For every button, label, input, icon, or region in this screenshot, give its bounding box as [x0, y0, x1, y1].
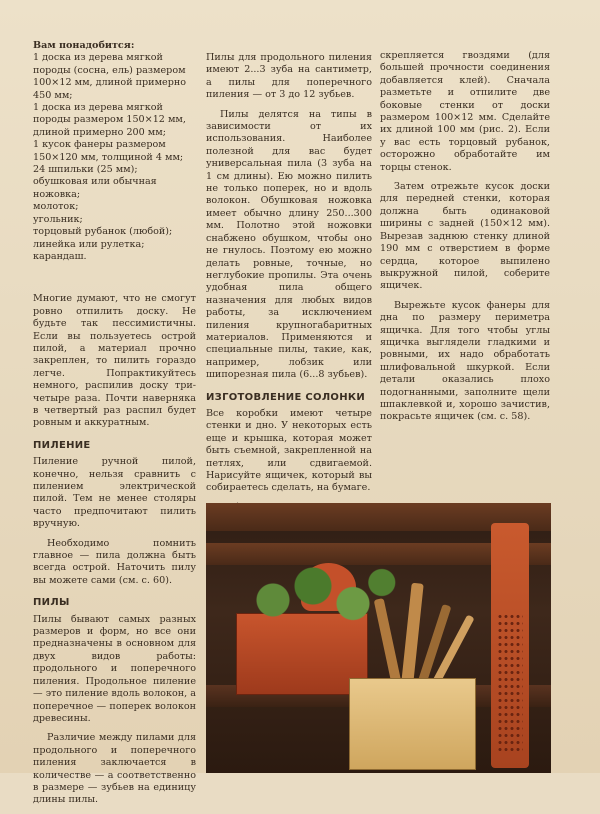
list-item: молоток;: [33, 201, 79, 213]
list-item: 1 доска из дерева мягкой породы размером 150×12 мм, длиной примерно 200 мм;: [33, 102, 186, 138]
list-item: линейка или рулетка;: [33, 238, 145, 250]
wooden-grater: [491, 523, 529, 768]
list-item: обушковая или обычная ножовка;: [33, 176, 157, 200]
section-heading-saltbox: ИЗГОТОВЛЕНИЕ СОЛОНКИ: [206, 391, 366, 403]
paragraph: Пилы делятся на типы в зависимости от их использования. Наиболее полезной для вас будет универсальная пила (3 зуба на 1 см длины). Ею можно пилить не только поперек, но и вдоль волокон. Обушковая ножовка имеет обычно длину 250...300 мм. Полотно этой ножовки снабжено обушком, чтобы оно не гнулось. Поэтому ею можно делать ровные, точные, но неглубокие пропилы. Эта очень удобная пила общего назначения для любых видов работы, за исключением пиления крупногабаритных материалов. Применяются и специальные пилы, такие, как, например, лобзик или шипорезная пила (6...8 зубьев).: [206, 108, 372, 381]
paragraph: Различие между пилами для продольного и поперечного пиления заключается в количестве — а соответственно в размере — зубьев на единицу длины пилы.: [33, 732, 196, 806]
section-heading-sawing: ПИЛЕНИЕ: [33, 439, 91, 451]
materials-title: Вам понадобится:: [33, 40, 135, 51]
list-item: 24 шпильки (25 мм);: [33, 164, 138, 176]
list-item: торцовый рубанок (любой);: [33, 226, 173, 238]
paragraph: Все коробки имеют четыре стенки и дно. У некоторых есть еще и крышка, которая может быть съемной, закрепленной на петлях, или сдвигаемой. Нарисуйте ящичек, который вы собираетесь сделать, на бумаге.: [206, 407, 372, 494]
list-item: 1 кусок фанеры размером 150×120 мм, толщиной 4 мм;: [33, 139, 184, 163]
paragraph: Пилы бывают самых разных размеров и форм, но все они предназначены в основном для двух видов работы: продольного и поперечного пиления. Продольное пиление — это пиление вдоль волокон, а поперечное — поперек волокон древесины.: [33, 613, 196, 724]
column-left: [33, 40, 196, 814]
salt-box: [349, 678, 476, 770]
list-item: угольник;: [33, 213, 83, 225]
section-heading-saws: ПИЛЫ: [33, 597, 70, 609]
kitchen-photo: [206, 503, 551, 773]
column-right: [380, 50, 550, 431]
paragraph: Вырежьте кусок фанеры для дна по размеру периметра ящичка. Для того чтобы углы ящичка выглядели гладкими и ровными, их надо обработать шлифовальной шкуркой. Если детали оказались плохо подогнанными, заполните щели шпаклевкой и, хорошо зачистив, покрасьте ящичек (см. с. 58).: [380, 299, 550, 423]
paragraph: скрепляется гвоздями (для большей прочности соединения добавляется клей). Сначала разметьте и отпилите две боковые стенки от доски размером 100×12 мм. Сделайте их длиной 100 мм (рис. 2). Если у вас есть торцовый рубанок, осторожно обработайте им торцы стенок.: [380, 50, 550, 173]
paragraph: Пилы для продольного пиления имеют 2...3 зуба на сантиметр, а пилы для поперечного пиления — от 3 до 12 зубьев.: [206, 52, 372, 101]
paragraph: Необходимо помнить главное — пила должна быть всегда острой. Наточить пилу вы можете сами (см. с. 60).: [33, 537, 196, 586]
intro-paragraph: Многие думают, что не смогут ровно отпилить доску. Не будьте так пессимистичны. Если вы пользуетесь острой пилой, а материал прочно закреплен, то пилить гораздо легче. Попрактикуйтесь немного, распилив доску три-четыре раза. Почти наверняка в четвертый раз распил будет ровным и аккуратным.: [33, 293, 196, 429]
paragraph: Пиление ручной пилой, конечно, нельзя сравнить с пилением электрической пилой. Тем не менее столяры часто предпочитают пилить вручную.: [33, 456, 196, 530]
paragraph: Затем отрежьте кусок доски для передней стенки, которая должна быть одинаковой ширины с задней (150×12 мм). Вырезав заднюю стенку длиной 190 мм с отверстием в форме сердца, которое выпилено выкружной пилой, соберите ящичек.: [380, 181, 550, 292]
column-middle: [206, 52, 372, 546]
list-item: карандаш.: [33, 250, 87, 262]
list-item: 1 доска из дерева мягкой породы (сосна, ель) размером 100×12 мм, длиной примерно 450 мм;: [33, 52, 187, 101]
materials-list: [33, 52, 196, 263]
